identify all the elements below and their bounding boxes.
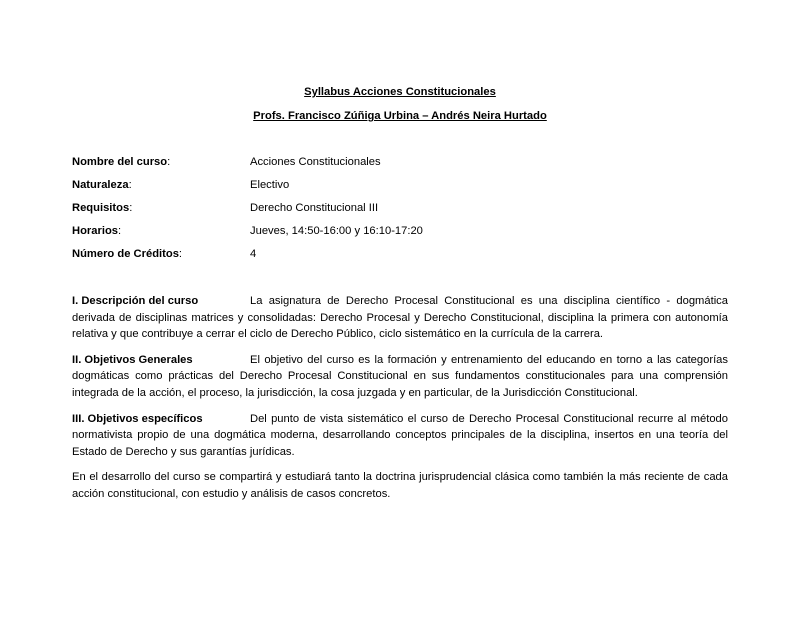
section-specific-objectives — [72, 411, 728, 461]
course-name-colon: : — [167, 156, 171, 168]
section-heading: I. Descripción del curso — [72, 295, 199, 307]
requirements-value: Derecho Constitucional III — [250, 202, 379, 214]
nature-value: Electivo — [250, 179, 290, 191]
section-text: La asignatura de Derecho Procesal Constitucional es una disciplina científico - dogmática derivada de disciplinas matrices y consolidadas: Derecho Procesal y Derecho Constitucional, disciplina la primera con autonomía relativa y que contribuye a cerrar el ciclo de Derecho Público, ciclo sistemático en la currícula de la carrera. — [72, 295, 728, 341]
requirements-colon: : — [129, 202, 133, 214]
schedule-label: Horarios — [72, 225, 119, 237]
schedule-colon: : — [118, 225, 122, 237]
credits-colon: : — [178, 248, 183, 260]
nature-label: Naturaleza — [72, 179, 129, 191]
professors-line: Profs. Francisco Zúñiga Urbina – Andrés Neira Hurtado — [253, 110, 547, 122]
section-heading: II. Objetivos Generales — [72, 353, 193, 366]
nature-colon: : — [128, 179, 132, 191]
section-general-objectives — [72, 352, 728, 402]
section-text: Del punto de vista sistemático el curso de Derecho Procesal Constitucional recurre al método normativista propio de una dogmática moderna, desarrollando conceptos principales de la disciplina, insertos en una teoría del Estado de Derecho y sus garantías jurídicas. — [72, 412, 728, 458]
credits-label: Número de Créditos — [72, 248, 179, 260]
course-info — [72, 155, 732, 270]
course-name-label: Nombre del curso — [72, 156, 168, 168]
requirements-row — [72, 201, 732, 224]
schedule-value: Jueves, 14:50-16:00 y 16:10-17:20 — [250, 225, 423, 237]
course-name-value: Acciones Constitucionales — [250, 156, 381, 168]
schedule-row — [72, 224, 732, 247]
document-title: Syllabus Acciones Constitucionales — [304, 86, 496, 98]
section-heading: III. Objetivos específicos — [72, 412, 203, 425]
section-description — [72, 293, 728, 343]
closing-paragraph: En el desarrollo del curso se compartirá y estudiará tanto la doctrina jurisprudencial clásica como también la más reciente de cada acción constitucional, con estudio y análisis de casos concretos. — [72, 471, 728, 500]
credits-row — [72, 247, 732, 270]
credits-value: 4 — [250, 248, 257, 260]
section-text: El objetivo del curso es la formación y entrenamiento del educando en torno a las categorías dogmáticas como prácticas del Derecho Procesal Constitucional en sus fundamentos constitucionales para una comprensión integrada de la acción, el proceso, la jurisdicción, la cosa juzgada y en particular, de la Jurisdicción Constitucional. — [72, 353, 728, 399]
document-body — [72, 293, 728, 512]
nature-row — [72, 178, 732, 201]
requirements-label: Requisitos — [72, 202, 130, 214]
course-name-row — [72, 155, 732, 178]
